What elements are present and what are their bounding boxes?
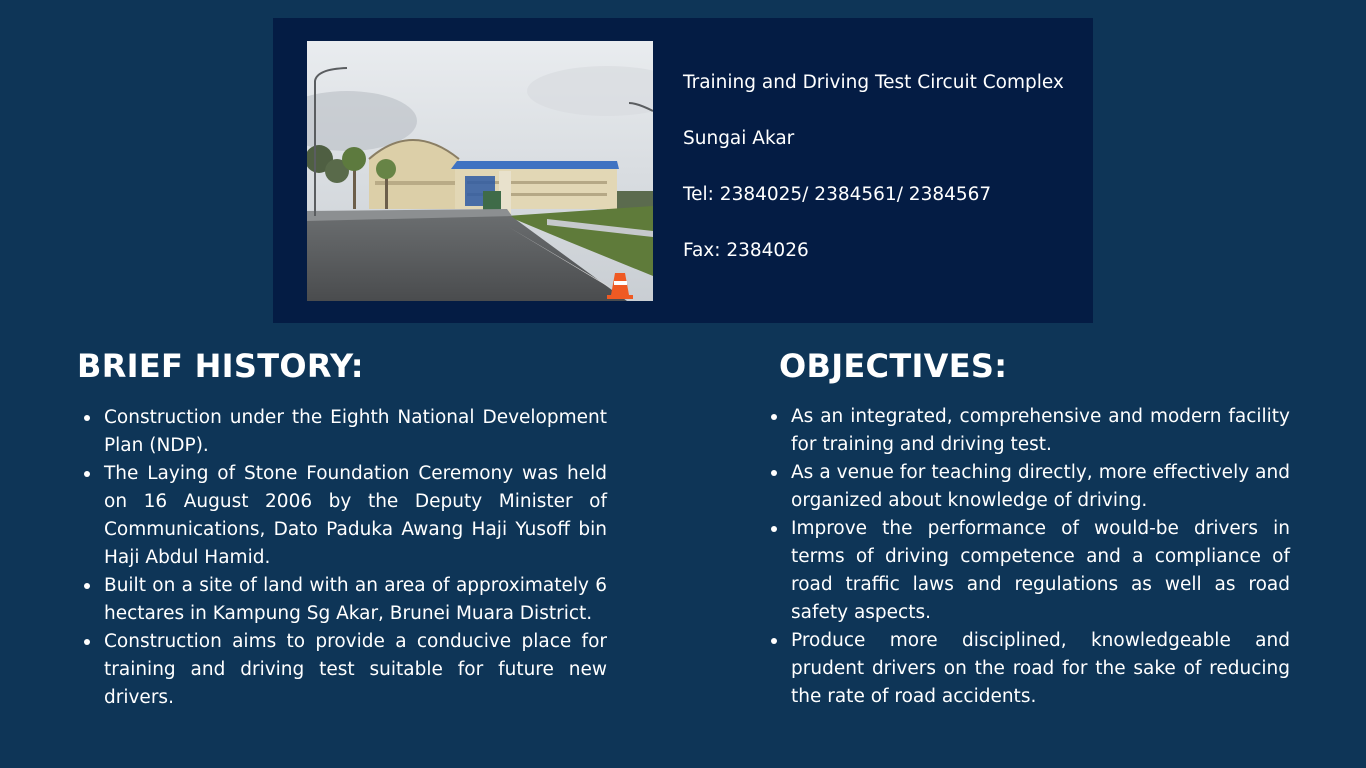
list-item-text: As a venue for teaching directly, more effectively and organized about knowledge of driving. — [791, 462, 1290, 511]
bullet-icon — [771, 414, 777, 420]
list-item — [764, 459, 1290, 515]
brief-history-list — [77, 404, 607, 712]
list-item-text: Improve the performance of would-be drivers in terms of driving competence and a compliance of road traffic laws and regulations as well as road safety aspects. — [791, 518, 1290, 623]
building-photo — [307, 41, 653, 301]
list-item — [764, 627, 1290, 711]
list-item-text: Construction aims to provide a conducive place for training and driving test suitable for future new drivers. — [104, 631, 607, 708]
list-item — [77, 628, 607, 712]
bullet-icon — [84, 639, 90, 645]
bullet-icon — [84, 583, 90, 589]
list-item-text: As an integrated, comprehensive and modern facility for training and driving test. — [791, 406, 1290, 455]
bullet-icon — [84, 415, 90, 421]
contact-info — [683, 74, 1083, 298]
bullet-icon — [84, 471, 90, 477]
fax-number: Fax: 2384026 — [683, 240, 809, 261]
objectives-list — [764, 403, 1290, 711]
list-item — [77, 460, 607, 572]
telephone-numbers: Tel: 2384025/ 2384561/ 2384567 — [683, 184, 992, 205]
bullet-icon — [771, 638, 777, 644]
info-card — [273, 18, 1093, 323]
building-photo-image — [307, 41, 653, 301]
list-item — [77, 572, 607, 628]
list-item-text: Built on a site of land with an area of approximately 6 hectares in Kampung Sg Akar, Brunei Muara District. — [104, 575, 607, 624]
brief-history-heading: BRIEF HISTORY: — [77, 347, 364, 385]
list-item-text: Produce more disciplined, knowledgeable and prudent drivers on the road for the sake of reducing the rate of road accidents. — [791, 630, 1290, 707]
facility-location: Sungai Akar — [683, 128, 795, 149]
list-item — [77, 404, 607, 460]
list-item — [764, 403, 1290, 459]
list-item-text: Construction under the Eighth National Development Plan (NDP). — [104, 407, 607, 456]
facility-name: Training and Driving Test Circuit Complex — [683, 72, 1064, 93]
bullet-icon — [771, 526, 777, 532]
objectives-heading: OBJECTIVES: — [779, 347, 1008, 385]
list-item-text: The Laying of Stone Foundation Ceremony was held on 16 August 2006 by the Deputy Minister of Communications, Dato Paduka Awang Haji Yusoff bin Haji Abdul Hamid. — [104, 463, 607, 568]
bullet-icon — [771, 470, 777, 476]
list-item — [764, 515, 1290, 627]
